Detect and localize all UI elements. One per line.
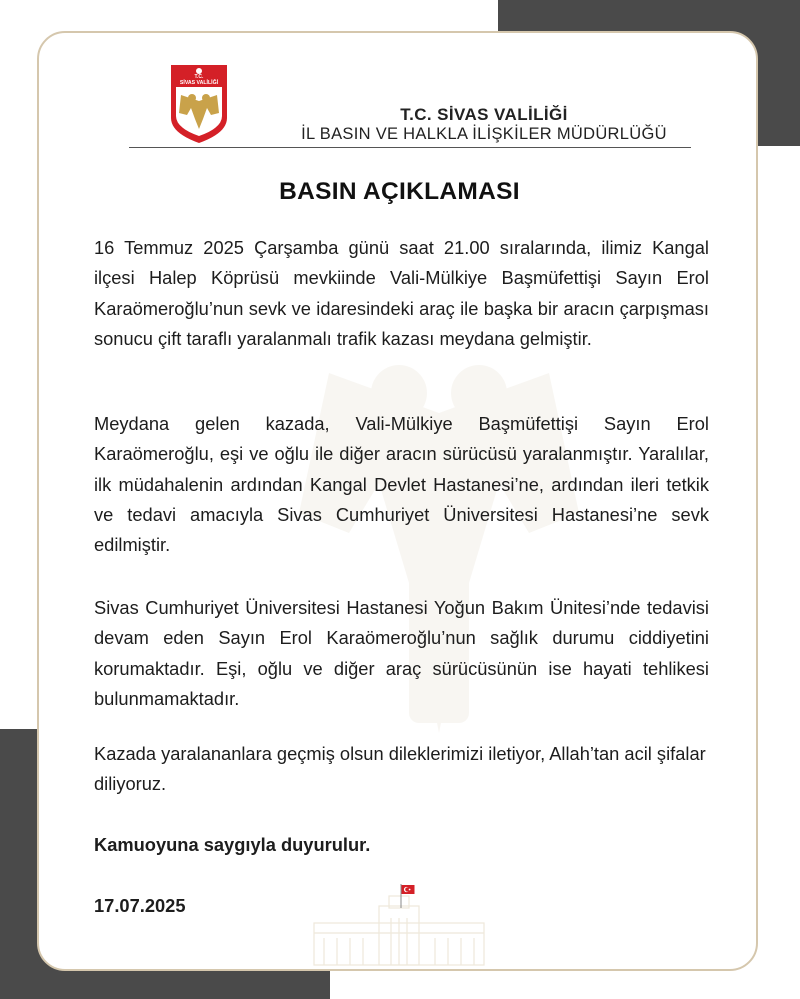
organization-subtitle: İL BASIN VE HALKLA İLİŞKİLER MÜDÜRLÜĞÜ <box>301 125 667 143</box>
header <box>169 63 739 143</box>
document-title: BASIN AÇIKLAMASI <box>279 178 520 205</box>
closing-statement: Kamuoyuna saygıyla duyurulur. <box>94 834 371 855</box>
logo-text-line1: T.C. <box>194 74 204 80</box>
release-date: 17.07.2025 <box>94 895 186 916</box>
logo-text-line2: SİVAS VALİLİĞİ <box>179 80 219 86</box>
building-illustration <box>309 888 489 968</box>
organization-title: T.C. SİVAS VALİLİĞİ <box>400 105 568 124</box>
press-release-card <box>37 31 758 971</box>
header-divider <box>129 147 691 148</box>
paragraph-2: Meydana gelen kazada, Vali-Mülkiye Başmüfettişi Sayın Erol Karaömeroğlu, eşi ve oğlu ile diğer aracın sürücüsü yaralanmıştır. Yaralılar, ilk müdahalenin ardından Kangal Devlet Hastanesi’ne, ardından ileri tetkik ve tedavi amacıyla Sivas Cumhuriyet Üniversitesi Hastanesi’ne sevk edilmiştir. <box>94 413 709 556</box>
paragraph-4: Kazada yaralananlara geçmiş olsun dileklerimizi iletiyor, Allah’tan acil şifalar diliyoruz. <box>94 743 706 795</box>
paragraph-3: Sivas Cumhuriyet Üniversitesi Hastanesi Yoğun Bakım Ünitesi’nde tedavisi devam eden Sayın Erol Karaömeroğlu’nun sağlık durumu ciddiyetini korumaktadır. Eşi, oğlu ve diğer araç sürücüsünün ise hayati tehlikesi bulunmamaktadır. <box>94 597 709 709</box>
paragraph-1: 16 Temmuz 2025 Çarşamba günü saat 21.00 sıralarında, ilimiz Kangal ilçesi Halep Köprüsü mevkiinde Vali-Mülkiye Başmüfettişi Sayın Erol Karaömeroğlu’nun sevk ve idaresindeki araç ile başka bir aracın çarpışması sonucu çift taraflı yaralanmalı trafik kazası meydana gelmiştir. <box>94 237 709 349</box>
turkish-flag-icon <box>400 884 416 908</box>
